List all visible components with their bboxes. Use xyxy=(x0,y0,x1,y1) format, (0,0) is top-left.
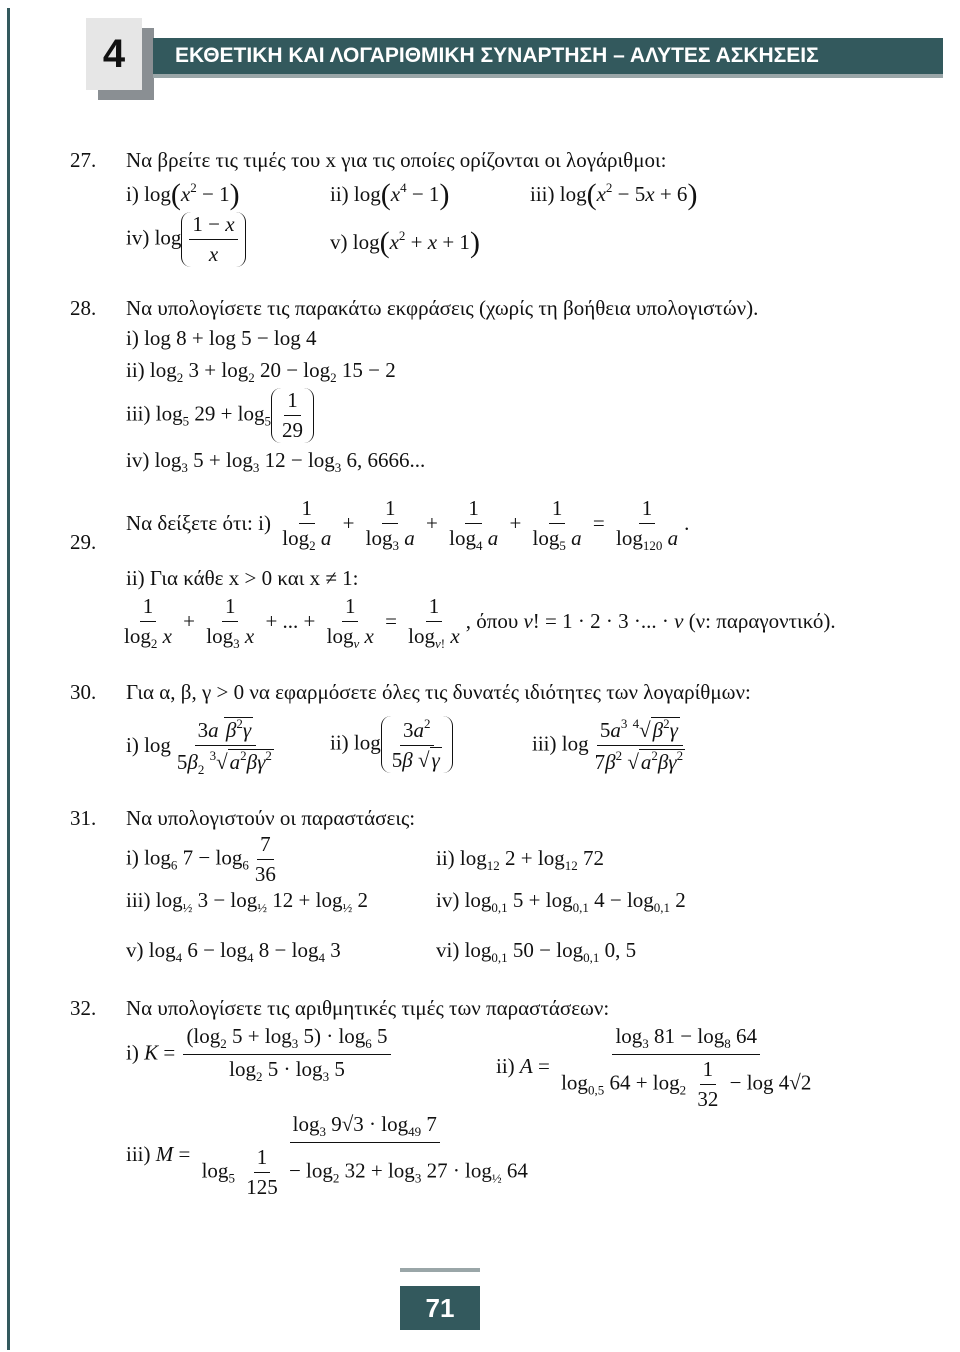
page-number-line xyxy=(400,1268,480,1272)
item-28-iv: iv) $\log_3 5 + \log_3 12 - \log_3 6$, 6666... xyxy=(126,448,426,475)
exercise-number: 32. xyxy=(70,996,97,1020)
item-30-ii: ii) log $\frac{3a^2}{5\beta √\gamma}$ xyxy=(330,716,453,773)
item-31-v: v) $\log_4 6 - \log_4 8 - \log_4 3$ xyxy=(126,938,341,965)
page-number: 71 xyxy=(400,1286,480,1330)
item-31-ii: ii) $\log_{12} 2 + \log_{12} 72$ xyxy=(436,846,604,873)
item-31-iv: iv) $\log_{0,1} 5 + \log_{0,1} 4 - \log_{0,1} 2$ xyxy=(436,888,686,915)
left-margin-rule xyxy=(7,8,10,1350)
item-27-iv: iv) log $\frac{1 - x}{x}$ xyxy=(126,212,246,267)
identity-29-ii: $\frac{1}{\log_2 x}$ + $\frac{1}{\log_3 x}$ + ... + $\frac{1}{\log_\nu x}$ = $\frac{1}{\log_{\nu!} x}$ , όπου ν! = 1 · 2 · 3 ·... · ν (ν: παραγοντικό). xyxy=(124,594,836,651)
header-underline xyxy=(153,74,943,78)
exercise-number: 30. xyxy=(70,680,97,704)
item-32-ii: ii) A = $\log_3 81 - \log_8 64$ $\log_{0,5} 64 + \log_2$ $\frac{1}{32}$ − log 4√2 xyxy=(496,1024,812,1111)
condition-29-ii: ii) Για κάθε x > 0 και x ≠ 1: xyxy=(126,566,359,590)
item-28-ii: ii) $\log_2 3 + \log_2 20 - \log_2 15 - 2$ xyxy=(126,358,396,385)
item-27-v: v) $\log(x^2 + x + 1)$ xyxy=(330,226,480,259)
item-27-ii: ii) $\log(x^4 - 1)$ xyxy=(330,178,450,211)
header-title: ΕΚΘΕΤΙΚΗ ΚΑΙ ΛΟΓΑΡΙΘΜΙΚΗ ΣΥΝΑΡΤΗΣΗ – ΑΛΥΤΕΣ ΑΣΚΗΣΕΙΣ xyxy=(153,38,943,74)
chapter-number-box: 4 xyxy=(86,18,142,90)
identity-29-i: Να δείξετε ότι: i) $\frac{1}{\log_2 a}$ + $\frac{1}{\log_3 a}$ + $\frac{1}{\log_4 a}$ + $\frac{1}{\log_5 a}$ = $\frac{1}{\log_{120} a}$ . xyxy=(126,496,690,553)
exercise-text: Να υπολογίσετε τις αριθμητικές τιμές των παραστάσεων: xyxy=(126,996,610,1020)
item-32-iii: iii) M = $\log_3 9√3 \cdot \log_{49} 7$ $\log_5$ $\frac{1}{125}$ − $\log_2 32 + \log_3 27 \cdot \log_{\frac{1}{2}} 64$ xyxy=(126,1112,528,1199)
exercise-number: 29. xyxy=(70,530,97,554)
item-31-vi: vi) $\log_{0,1} 50 - \log_{0,1} 0$, 5 xyxy=(436,938,637,965)
exercise-text: Να υπολογίσετε τις παρακάτω εκφράσεις (χωρίς τη βοήθεια υπολογιστών). xyxy=(126,296,759,320)
item-28-i: i) log 8 + log 5 − log 4 xyxy=(126,326,317,350)
item-30-i: i) log $\frac{3a \beta^2\gamma}{5\beta_2 ^3√a^2\beta\gamma^2}$ xyxy=(126,716,272,777)
exercise-number: 27. xyxy=(70,148,97,172)
exercise-text: Να υπολογιστούν οι παραστάσεις: xyxy=(126,806,416,830)
item-31-i: i) $\log_6 7 - \log_6$ $\frac{7}{36}$ xyxy=(126,832,276,886)
item-30-iii: iii) log $\frac{5a^3 ^4√\beta^2\gamma}{7\beta^2 √a^2\beta\gamma^2}$ xyxy=(532,716,684,774)
exercise-text: Για α, β, γ > 0 να εφαρμόσετε όλες τις δυνατές ιδιότητες των λογαρίθμων: xyxy=(126,680,751,704)
exercise-number: 31. xyxy=(70,806,97,830)
item-27-iii: iii) $\log(x^2 - 5x + 6)$ xyxy=(530,178,698,211)
item-28-iii: iii) $\log_5 29 + \log_5$ $\frac{1}{29}$ xyxy=(126,388,314,443)
item-27-i: i) $\log(x^2 - 1)$ xyxy=(126,178,240,211)
item-32-i: i) K = $\frac{(\log_2 5 + \log_3 5) \cdot \log_6 5}{\log_2 5 \cdot \log_3 5}$ xyxy=(126,1024,394,1085)
exercise-text: Να βρείτε τις τιμές του x για τις οποίες ορίζονται οι λογάριθμοι: xyxy=(126,148,667,172)
item-31-iii: iii) $\log_{\frac{1}{2}} 3 - \log_{\frac{1}{2}} 12 + \log_{\frac{1}{2}} 2$ xyxy=(126,888,368,915)
exercise-number: 28. xyxy=(70,296,97,320)
